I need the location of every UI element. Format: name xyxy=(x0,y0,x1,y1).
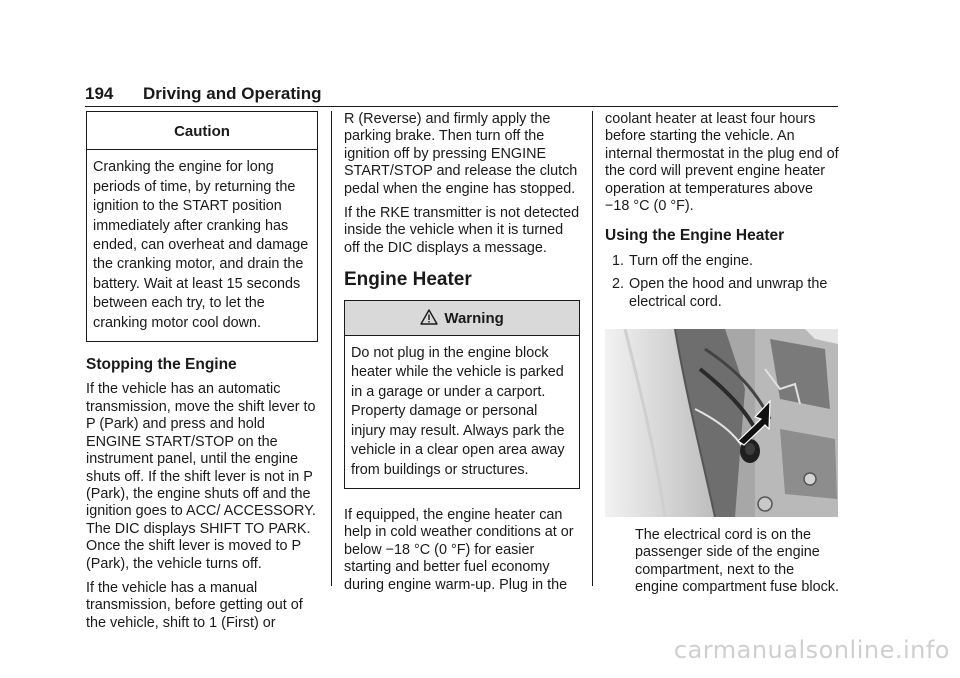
step-text: Turn off the engine. xyxy=(629,252,754,269)
caution-body: Cranking the engine for long periods of time, by returning the ignition to the START position immediately after cranking has ended, can overheat and damage the cranking motor, and drain the battery. Wait at least 15 seconds between each try, to let the cranking motor cool down. xyxy=(93,159,309,331)
photo-caption: The electrical cord is on the passenger side of the engine compartment, next to the engine compartment fuse block. xyxy=(635,527,839,596)
stopping-para-2: If the vehicle has a manual transmission, before getting out of the vehicle, shift to 1 (First) or xyxy=(86,579,303,631)
watermark: carmanualsonline.info xyxy=(673,636,950,664)
stopping-para-2-cont: R (Reverse) and firmly apply the parking brake. Then turn off the ignition off by pressing ENGINE START/STOP and release the clutch pedal when the engine has stopped. xyxy=(344,111,578,197)
warning-body: Do not plug in the engine block heater while the vehicle is parked in a garage or under a carport. Property damage or personal injury may result. Always park the vehicle in a clear open area away from buildings or structures. xyxy=(351,345,565,478)
engine-heater-heading: Engine Heater xyxy=(344,269,472,291)
column-2 xyxy=(344,111,580,601)
list-item xyxy=(605,253,841,270)
step-text: Open the hood and unwrap the electrical cord. xyxy=(629,276,828,310)
warning-heading: Warning xyxy=(444,309,504,327)
caution-heading: Caution xyxy=(87,112,317,150)
using-engine-heater-heading: Using the Engine Heater xyxy=(605,227,785,245)
engine-heater-para-1: If equipped, the engine heater can help in cold weather conditions at or below −18 °C (0 °F) for easier starting and better fuel economy during engine warm-up. Plug in the xyxy=(344,506,574,593)
page-number: 194 xyxy=(85,84,114,103)
stopping-engine-heading: Stopping the Engine xyxy=(86,356,237,374)
step-number: 2. xyxy=(612,276,625,293)
stopping-para-1: If the vehicle has an automatic transmission, move the shift lever to P (Park) and press and hold ENGINE START/STOP on the instrument panel, until the engine shuts off. If the shift lever is not in P (Park), the engine shuts off and the ignition goes to ACC/ ACCESSORY. The DIC displays SHIFT TO PARK. Once the shift lever is moved to P (Park), the vehicle turns off. xyxy=(86,381,316,572)
warning-icon xyxy=(420,309,438,325)
column-divider-2 xyxy=(592,111,593,586)
stopping-para-3: If the RKE transmitter is not detected inside the vehicle when it is turned off the DIC displays a message. xyxy=(344,205,580,256)
engine-compartment-photo xyxy=(605,329,838,517)
section-title: Driving and Operating xyxy=(143,84,322,103)
column-3 xyxy=(605,111,841,604)
step-number: 1. xyxy=(612,252,625,269)
column-1 xyxy=(86,111,318,639)
warning-box xyxy=(344,300,580,489)
page-header xyxy=(85,84,838,107)
warning-header xyxy=(345,301,579,336)
column-divider-1 xyxy=(331,111,332,586)
caution-box xyxy=(86,111,318,342)
list-item xyxy=(605,276,841,311)
steps-list xyxy=(605,253,841,311)
engine-heater-para-1-cont: coolant heater at least four hours before starting the vehicle. An internal thermostat in the plug end of the cord will prevent engine heater operation at temperatures above −18 °C (0 °F). xyxy=(605,111,839,215)
